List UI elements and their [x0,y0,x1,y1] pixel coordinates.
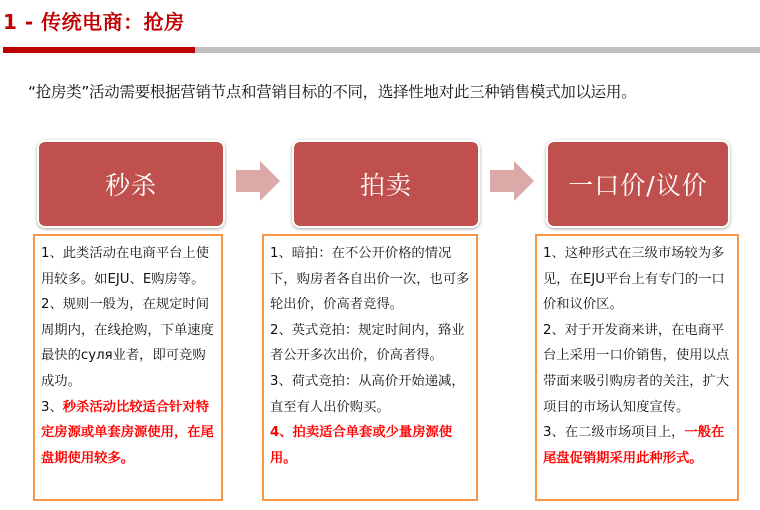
description-item: 2、规则一般为，在规定时间周期内，在线抢购，下单速度最快的суля业者，即可竞购成功。 [41,297,214,389]
stage-fixed-price [546,140,730,228]
description-item: 2、英式竞拍：规定时间内，臵业者公开多次出价，价高者得。 [270,322,465,364]
stage-label: 秒杀 [104,171,157,200]
stage-auction [292,140,480,228]
title-underline-rest [195,47,760,53]
arrow-right-icon [236,161,280,201]
page-title: 1 - 传统电商：抢房 [3,10,185,34]
description-item: 3、在二级市场项目上，一般在尾盘促销期采用此种形式。 [543,425,725,466]
auction-description-box [262,234,478,501]
description-item: 1、此类活动在电商平台上使用较多。如EJU、E购房等。 [41,246,210,287]
description-item: 1、暗拍：在不公开价格的情况下，购房者各自出价一次，也可多轮出价，价高者竞得。 [270,246,470,313]
description-item: 4、拍卖适合单套或少量房源使用。 [270,425,453,466]
stage-label: 拍卖 [359,171,412,200]
intro-text: “抢房类”活动需要根据营销节点和营销目标的不同，选择性地对此三种销售模式加以运用。 [28,83,637,101]
title-underline-accent [3,47,195,53]
flash-sale-description-box [33,234,223,501]
fixed-price-description-box [535,234,739,501]
stage-label: 一口价/议价 [568,171,708,200]
description-item: 3、秒杀活动比较适合针对特定房源或单套房源使用，在尾盘期使用较多。 [41,399,214,466]
description-item: 3、荷式竞拍：从高价开始递减，直至有人出价购买。 [270,373,465,415]
stage-flash-sale [37,140,225,228]
description-item: 2、对于开发商来讲，在电商平台上采用一口价销售，使用以点带面来吸引购房者的关注，扩大项目的市场认知度宣传。 [543,322,730,415]
description-item: 1、这种形式在三级市场较为多见，在EJU平台上有专门的一口价和议价区。 [543,246,725,313]
arrow-right-icon [490,161,534,201]
